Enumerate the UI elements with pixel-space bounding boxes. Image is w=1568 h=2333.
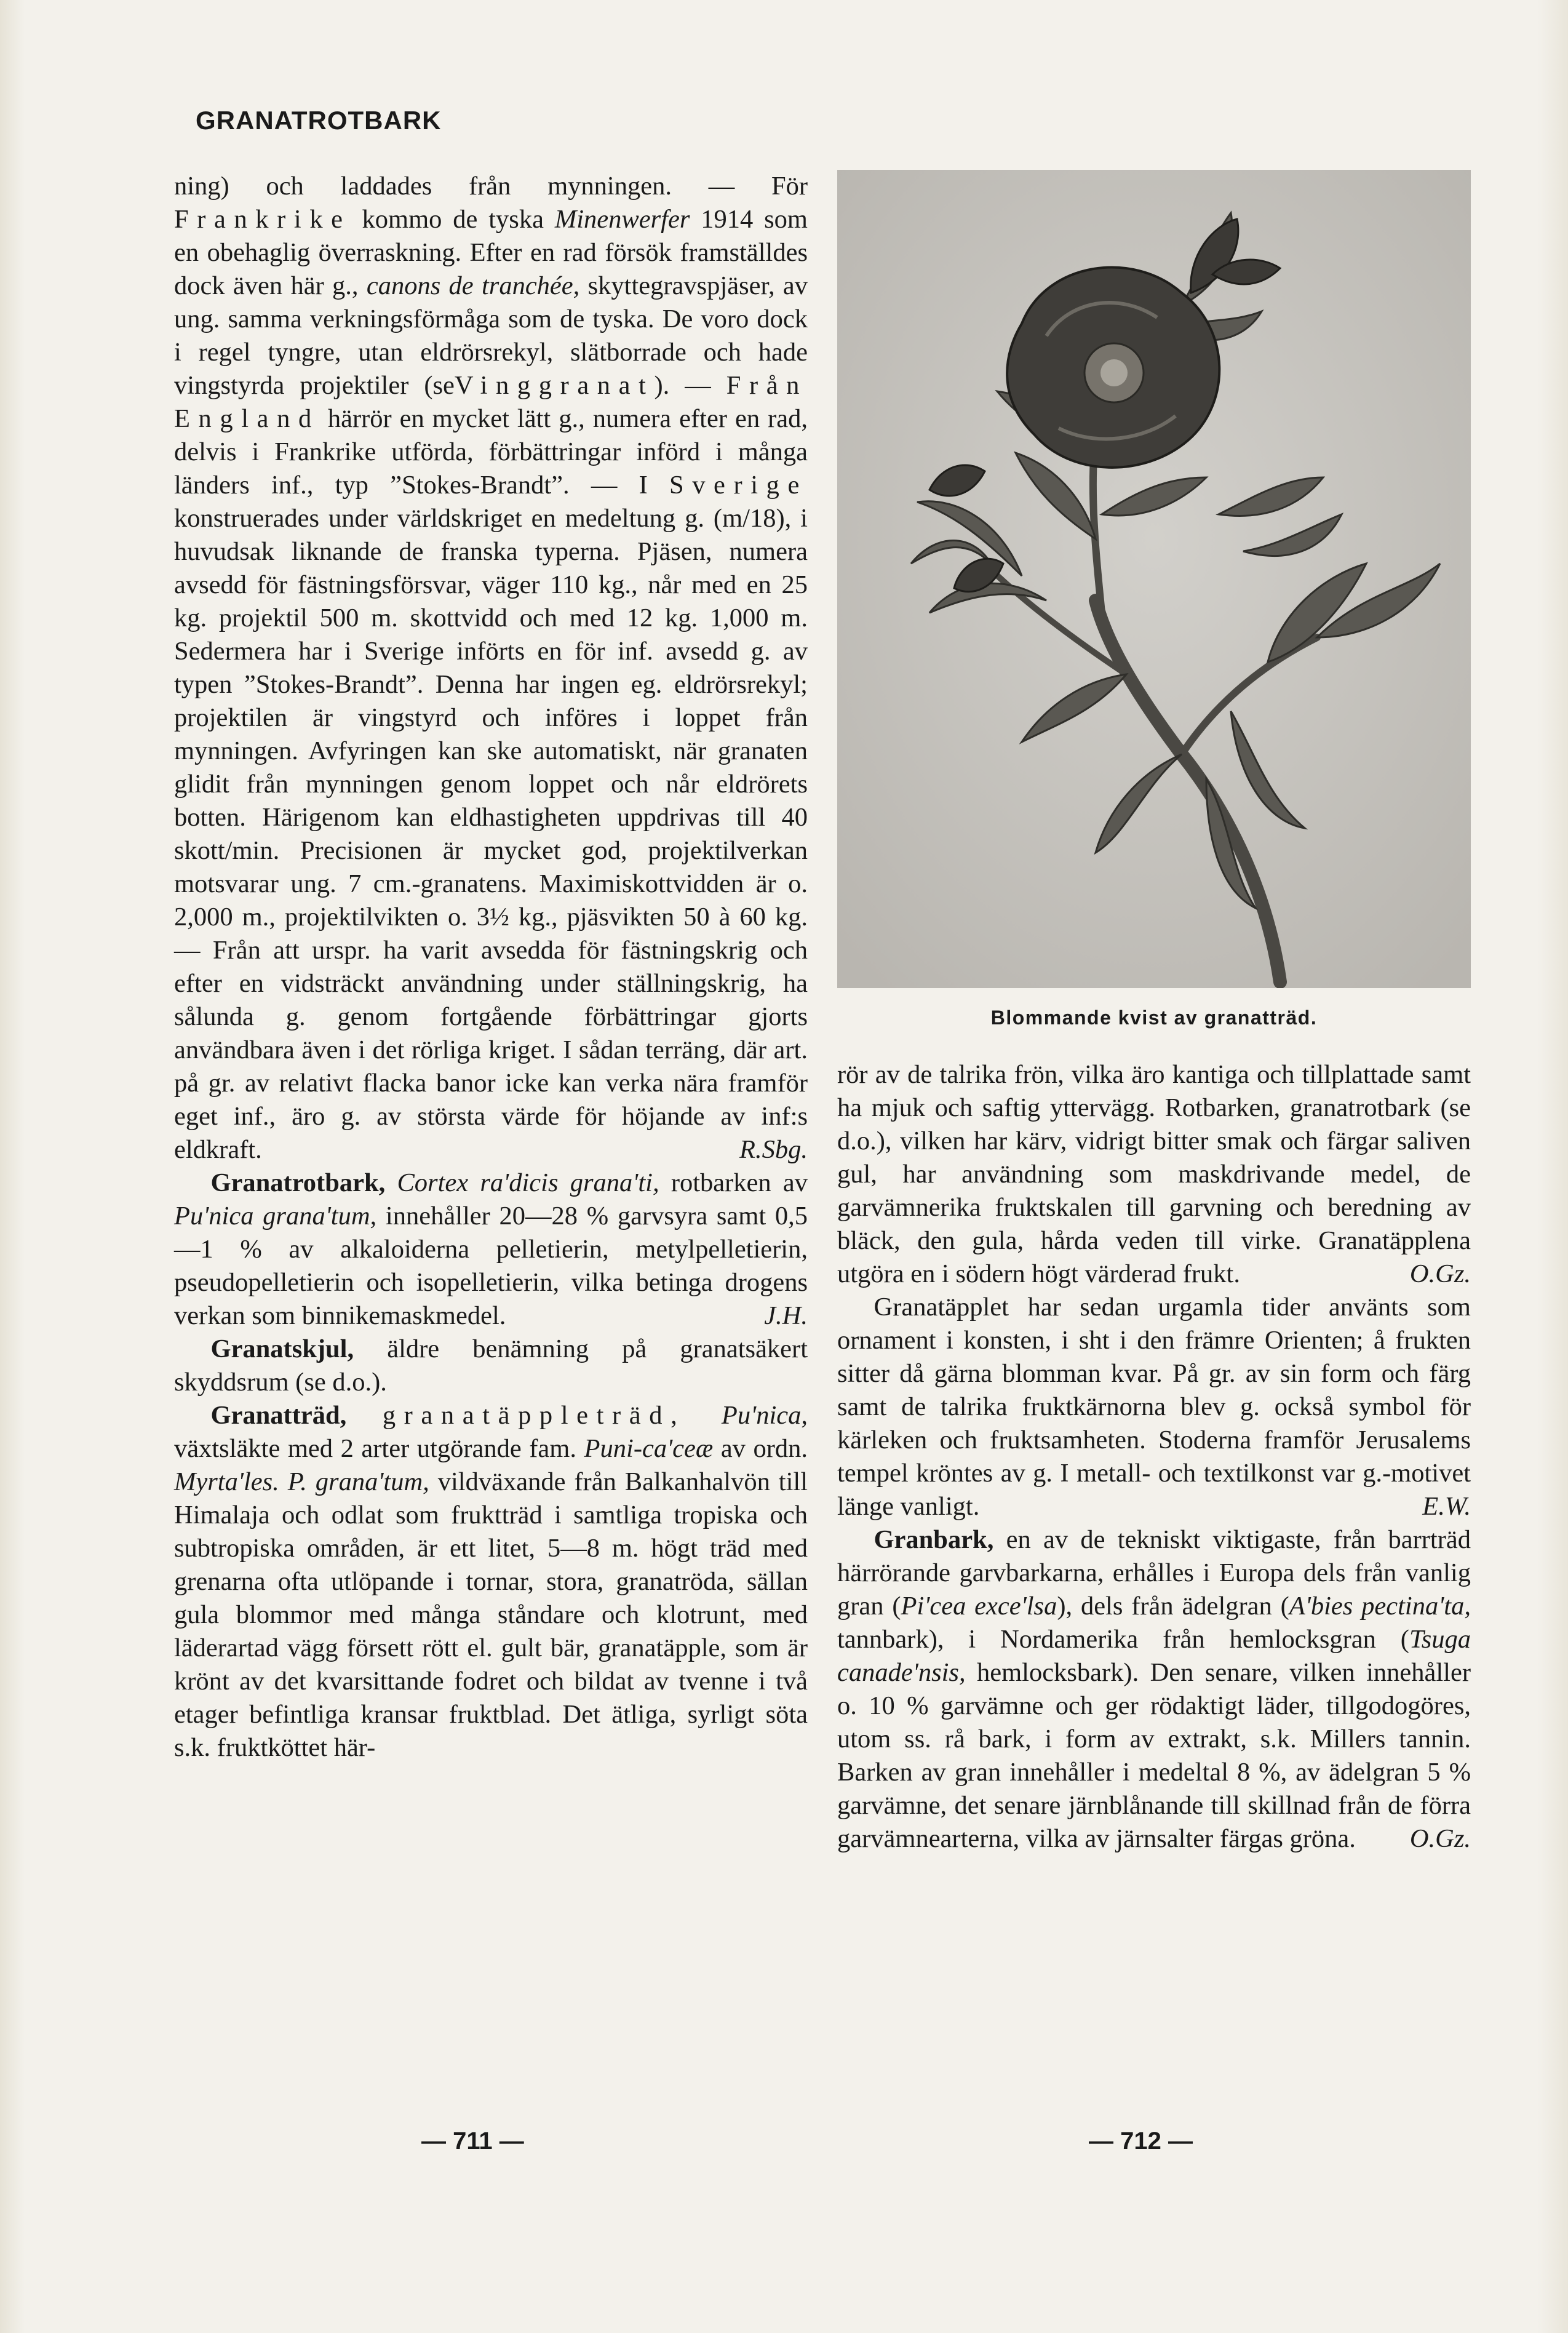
signature: O.Gz. (1409, 1259, 1471, 1288)
pomegranate-branch-illustration (837, 170, 1471, 988)
article-granatskjul: Granatskjul, äldre benämning på granatsäkert skyddsrum (se d.o.). (174, 1334, 808, 1397)
signature: J.H. (764, 1301, 808, 1330)
article-granattrad: Granatträd, granatäppleträd, Pu'nica, växtsläkte med 2 arter utgörande fam. Puni-ca'ceæ av ordn. Myrta'les. P. grana'tum, vildväxande från Balkanhalvön till Himalaja och odlat som fruktträd i samtliga tropiska och subtropiska områden, är ett litet, 5—8 m. högt träd med grenarna ofta utlöpande i tornar, stora, granatröda, sällan gula blommor med många ståndare och klotrunt, med läderartad vägg försett rött el. gult bär, granatäpple, som är krönt av det kvarsittande fodret och bildat av tvenne i två etager befintliga kransar fruktblad. Det ätliga, syrligt söta s.k. fruktköttet här- (174, 1401, 808, 1762)
page-number-right: — 712 — (1089, 2128, 1193, 2155)
signature: E.W. (1422, 1492, 1471, 1521)
headword: Granatrotbark, (210, 1168, 386, 1197)
signature: R.Sbg. (739, 1135, 808, 1164)
article-granatapplet-ornament: Granatäpplet har sedan urgamla tider använts som ornament i konsten, i sht i den främre Orienten; å frukten sitter då gärna blomman kvar. På gr. av sin form och färg samt de talrika fruktkärnorna blev g. också symbol för kärleken och fruktsamheten. Stoderna framför Jerusalems tempel kröntes av g. I metall- och textilkonst var g.-motivet länge vanligt. E.W. (837, 1291, 1471, 1523)
running-head: GRANATROTBARK (196, 106, 442, 135)
figure-caption: Blommande kvist av granatträd. (990, 1007, 1318, 1029)
right-column (837, 1058, 1471, 1856)
signature: O.Gz. (1409, 1824, 1471, 1853)
headword: Granatträd, (210, 1401, 347, 1430)
article-granatkastare-continued: ning) och laddades från mynningen. — För Frankrike kommo de tyska Minenwerfer 1914 som en obehaglig överraskning. Efter en rad försök framställdes dock även här g., canons de tranchée, skyttegravspjäser, av ung. samma verkningsförmåga som de tyska. De voro dock i regel tyngre, utan eldrörsrekyl, slätborrade och hade vingstyrda projektiler (seVinggranat). — Från England härrör en mycket lätt g., numera efter en rad, delvis i Frankrike utförda, förbättringar införd i många länders inf., typ ”Stokes-Brandt”. — I Sverige konstruerades under världskriget en medeltung g. (m/18), i huvudsak liknande de franska typerna. Pjäsen, numera avsedd för fästningsförsvar, väger 110 kg., når med en 25 kg. projektil 500 m. skottvidd och med 12 kg. 1,000 m. Sedermera har i Sverige införts en för inf. avsedd g. av typen ”Stokes-Brandt”. Denna har ingen eg. eldrörsrekyl; projektilen är vingstyrd och införes i loppet från mynningen. Avfyringen kan ske automatiskt, när granaten glidit från mynningen genom loppet och når eldrörets botten. Härigenom kan eldhastigheten uppdrivas till 40 skott/min. Precisionen är mycket god, projektilverkan motsvarar ung. 7 cm.-granatens. Maximiskottvidden är o. 2,000 m., projektilvikten o. 3½ kg., pjäsvikten 50 à 60 kg. — Från att urspr. ha varit avsedda för fästningskrig och efter en vidsträckt användning under ställningskrig, ha sålunda g. genom fortgående förbättringar gjorts användbara även i det rörliga kriget. I sådan terräng, där art. på gr. av relativt flacka banor icke kan verka nära framför eget inf., äro g. av största värde för höjande av inf:s eldkraft. R.Sbg. (174, 170, 808, 1166)
article-granbark: Granbark, en av de tekniskt viktigaste, från barrträd härrörande garvbarkarna, erhålles i Europa dels från vanlig gran (Pi'cea exce'lsa), dels från ädelgran (A'bies pectina'ta, tannbark), i Nordamerika från hemlocksgran (Tsuga canade'nsis, hemlocksbark). Den senare, vilken innehåller o. 10 % garvämne och ger rödaktigt läder, tillgodogöres, utom ss. rå bark, i form av extrakt, s.k. Millers tannin. Barken av gran innehåller i medeltal 8 %, av ädelgran 5 % garvämne, det senare järnblånande till skillnad från de förra garvämnearterna, vilka av järnsalter färgas gröna. O.Gz. (837, 1523, 1471, 1856)
page-number-left: — 711 — (421, 2128, 524, 2155)
headword: Granbark, (874, 1525, 994, 1554)
article-granatrotbark: Granatrotbark, Cortex ra'dicis grana'ti, rotbarken av Pu'nica grana'tum, innehåller 20—28 % garvsyra samt 0,5—1 % av alkaloiderna pelletierin, metylpelletierin, pseudopelletierin och isopelletierin, vilka betinga drogens verkan som binnikemaskmedel. J.H. (174, 1166, 808, 1333)
left-column (174, 170, 808, 1765)
article-granattrad-continued: rör av de talrika frön, vilka äro kantiga och tillplattade samt ha mjuk och saftig yttervägg. Rotbarken, granatrotbark (se d.o.), vilken har kärv, vidrigt bitter smak och färgar saliven gul, har användning som maskdrivande medel, de garvämnerika fruktskalen till garvning och beredning av bläck, den gula, hårda veden till virke. Granatäpplena utgöra en i södern högt värderad frukt. O.Gz. (837, 1058, 1471, 1291)
headword: Granatskjul, (210, 1334, 354, 1363)
